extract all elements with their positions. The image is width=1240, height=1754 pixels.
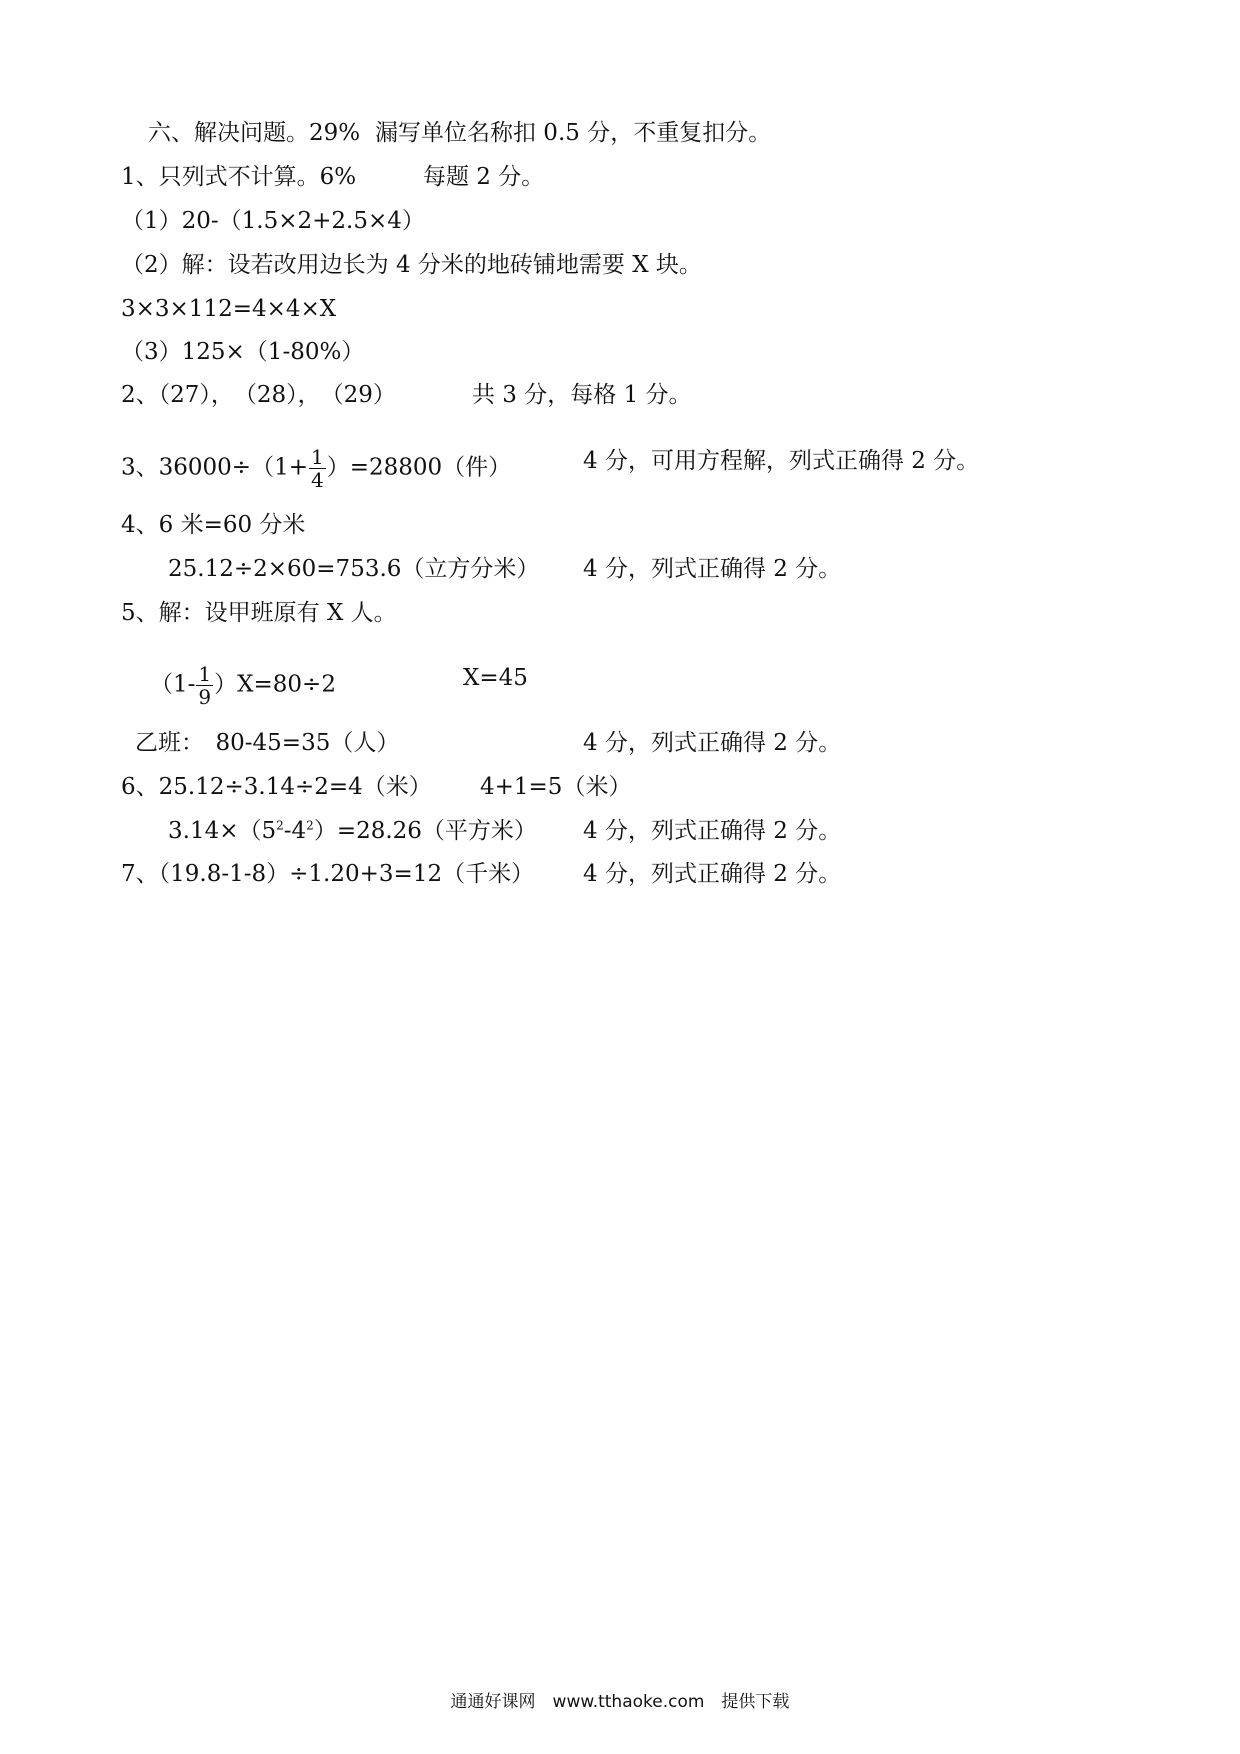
- q4-line2: 25.12÷2×60=753.6（立方分米）: [168, 556, 540, 582]
- q7-line1: 7、（19.8-1-8）÷1.20+3=12（千米）: [121, 861, 535, 887]
- q5-note: 4 分，列式正确得 2 分。: [583, 730, 842, 756]
- q5-line3: 乙班： 80-45=35（人）: [135, 730, 400, 756]
- q3-post: ）=28800（件）: [326, 454, 512, 481]
- q5-frac-den: 9: [198, 685, 212, 709]
- q1-part2-equation: 3×3×112=4×4×X: [121, 296, 337, 322]
- q3-frac-den: 4: [310, 468, 324, 492]
- q6-l2-post: ）=28.26（平方米）: [313, 818, 537, 844]
- q2-answers: 2、（27）， （28）， （29）: [121, 382, 396, 408]
- q5-frac-num: 1: [198, 662, 212, 686]
- section-title: 六、解决问题。29%: [148, 120, 361, 146]
- q6-l2-pre: 3.14×（5: [168, 818, 277, 844]
- q6-line2: [168, 816, 537, 846]
- footer-credit: 通通好课网 www.tthaoke.com 提供下载: [450, 1692, 790, 1712]
- q1-part1: （1）20-（1.5×2+2.5×4）: [121, 208, 425, 234]
- q6-note: 4 分，列式正确得 2 分。: [583, 818, 842, 844]
- section-note: 漏写单位名称扣 0.5 分，不重复扣分。: [375, 120, 772, 146]
- q3-frac-num: 1: [310, 445, 324, 469]
- q5-equation: [150, 663, 336, 708]
- q3-note: 4 分，可用方程解，列式正确得 2 分。: [583, 448, 980, 474]
- q5-eq-pre: （1-: [150, 671, 196, 698]
- q3-equation: [121, 446, 511, 491]
- q6-sup1: 2: [276, 818, 284, 833]
- q3-pre: 3、36000÷（1+: [121, 454, 308, 481]
- q4-note: 4 分，列式正确得 2 分。: [583, 556, 842, 582]
- q4-line1: 4、6 米=60 分米: [121, 512, 306, 538]
- q5-line1: 5、解：设甲班原有 X 人。: [121, 600, 397, 626]
- q1-part3: （3）125×（1-80%）: [121, 339, 365, 365]
- q7-note: 4 分，列式正确得 2 分。: [583, 861, 842, 887]
- q1-part2: （2）解：设若改用边长为 4 分米的地砖铺地需要 X 块。: [121, 252, 702, 278]
- q3-fraction: [309, 446, 326, 491]
- q6-l2-mid: -4: [283, 818, 307, 844]
- q5-fraction: [196, 663, 213, 708]
- q6-line1b: 4+1=5（米）: [480, 774, 632, 800]
- q2-note: 共 3 分，每格 1 分。: [472, 382, 692, 408]
- q6-sup2: 2: [306, 818, 314, 833]
- q1-title: 1、只列式不计算。6%: [121, 164, 357, 190]
- q6-line1: 6、25.12÷3.14÷2=4（米）: [121, 774, 432, 800]
- q1-note: 每题 2 分。: [423, 164, 545, 190]
- q5-eq-post: ）X=80÷2: [214, 671, 336, 698]
- q5-answer: X=45: [463, 665, 528, 691]
